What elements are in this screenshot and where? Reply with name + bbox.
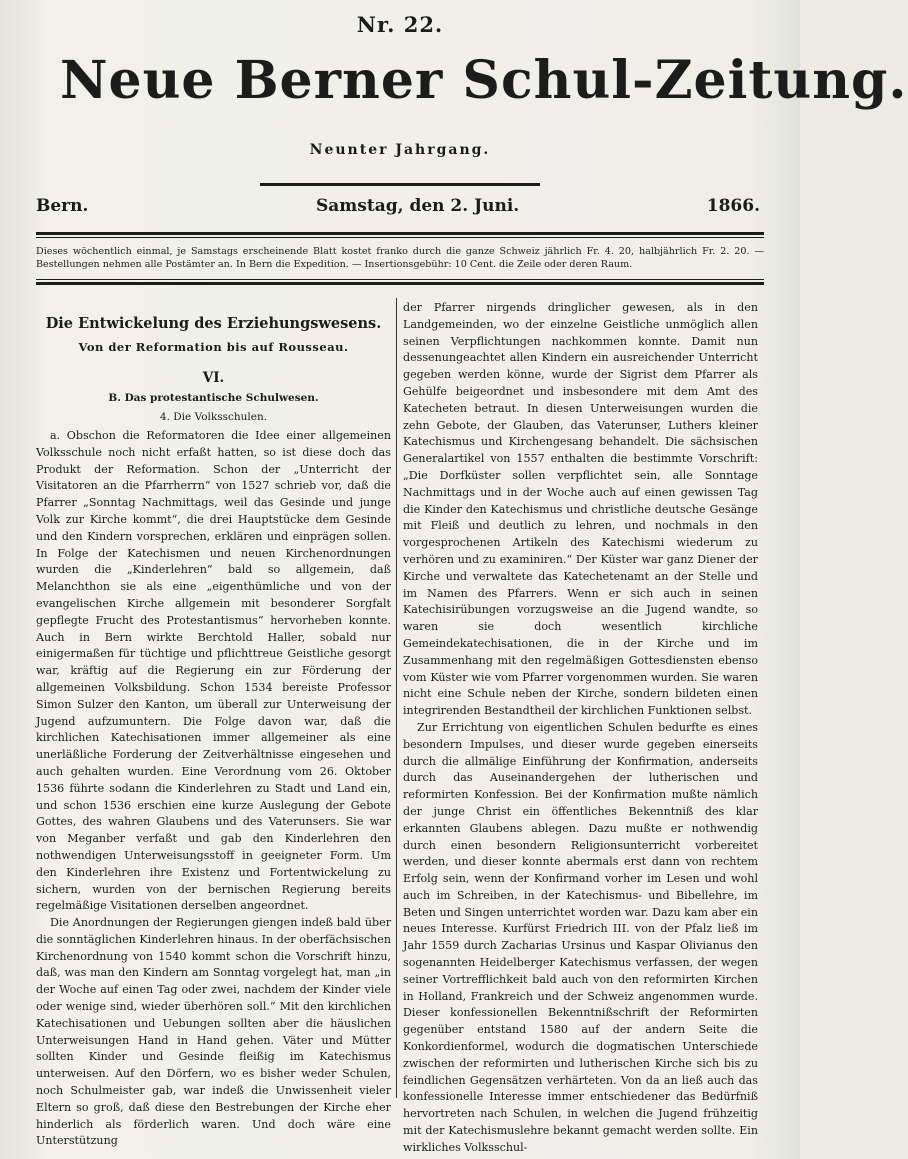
masthead-rule	[260, 183, 540, 186]
article-title: Die Entwickelung des Erziehungswesens.	[45, 315, 382, 332]
article-subtitle: Von der Reformation bis auf Rousseau.	[78, 339, 349, 354]
top-rule	[36, 232, 764, 235]
masthead-title: Neue Berner Schul-Zeitung.	[60, 50, 908, 111]
dateline	[36, 196, 764, 222]
subscription-info: Dieses wöchentlich einmal, je Samstags erscheinende Blatt kostet franko durch die ganze Schweiz jährlich Fr. 4. 20, halbjährlich Fr. 2. 20. — Bestellungen nehmen alle Postämter an. In Bern die Expedition. — Insertionsgebühr: 10 Cent. die Zeile oder deren Raum.	[36, 246, 764, 270]
left-column	[36, 298, 391, 1150]
article-part: VI.	[202, 369, 225, 386]
column-divider	[396, 298, 397, 1098]
right-column	[403, 300, 758, 1157]
dateline-year: 1866.	[706, 196, 760, 216]
top-rule-thin	[36, 237, 764, 238]
paragraph: Zur Errichtung von eigentlichen Schulen bedurfte es eines besondern Impulses, und dieser wurde gegeben einerseits durch die allmälige Einführung der Konfirmation, anderseits durch das Auseinandergehen der lutherischen und reformirten Konfession. Bei der Konfirmation mußte nämlich der junge Christ ein öffentliches Bekenntniß des klar erkannten Glaubens ablegen. Dazu mußte er nothwendig durch einen besondern Religionsunterricht vorbereitet werden, und dieser konnte abermals erst dann von rechtem Erfolg sein, wenn der Konfirmand vorher im Lesen und wohl auch im Schreiben, in der Katechismus- und Bibellehre, im Beten und Singen unterrichtet worden war. Dazu kam aber ein neues Interesse. Kurfürst Friedrich III. von der Pfalz ließ im Jahr 1559 durch Zacharias Ursinus und Kaspar Olivianus den sogenannten Heidelberger Katechismus verfassen, der wegen seiner Vortrefflichkeit bald auch von den reformirten Kirchen in Holland, Frankreich und der Schweiz angenommen wurde. Dieser konfessionellen Bekenntnißschrift der Reformirten gegenüber entstand 1580 auf der andern Seite die Konkordienformel, wodurch die dogmatischen Unterschiede zwischen der reformirten und lutherischen Kirche sich bis zu feindlichen Gegensätzen verhärteten. Von da an ließ auch das konfessionelle Interesse immer entschiedener das Bedürfniß hervortreten nach Schulen, in welchen die Jugend frühzeitig mit der Katechismuslehre bekannt gemacht werden sollte. Ein wirkliches Volksschul-	[403, 720, 758, 1154]
issue-number: Nr. 22.	[356, 12, 444, 37]
paragraph: a. Obschon die Reformatoren die Idee einer allgemeinen Volksschule noch nicht erfaßt hatten, so ist diese doch das Produkt der Reformation. Schon der „Unterricht der Visitatoren an die Pfarrherrn“ von 1527 schrieb vor, daß die Pfarrer „Sonntag Nachmittags, weil das Gesinde und junge Volk zur Kirche kommt“, die drei Hauptstücke dem Gesinde und den Kindern vorsprechen, erklären und einprägen sollen. In Folge der Katechismen und neuen Kirchenordnungen wurden die „Kinderlehren“ bald so allgemein, daß Melanchthon sie als eine „eigenthümliche und von der evangelischen Kirche allgemein mit besonderer Sorgfalt gepflegte Frucht des Protestantismus“ hervorheben konnte. Auch in Bern wirkte Berchtold Haller, sobald nur einigermaßen für tüchtige und pflichttreue Geistliche gesorgt war, kräftig auf die Regierung ein zur Förderung der allgemeinen Volksbildung. Schon 1534 bereiste Professor Simon Sulzer den Kanton, um überall zur Unterweisung der Jugend aufzumuntern. Die Folge davon war, daß die kirchlichen Katechisationen immer allgemeiner als eine unerläßliche Forderung der Zeitverhältnisse eingesehen und auch gehalten wurden. Eine Verordnung vom 26. Oktober 1536 führte sodann die Kinderlehren zu Stadt und Land ein, und schon 1536 erschien eine kurze Auslegung der Gebote Gottes, des wahren Glaubens und des Vaterunsers. Sie war von Meganber verfaßt und gab den Kinderlehren den nothwendigen Unterweisungsstoff in geeigneter Form. Um den Kinderlehren ihre Existenz und Fortentwickelung zu sichern, wurden von der bernischen Regierung bereits regelmäßige Visitationen derselben angeordnet.	[36, 428, 391, 913]
article-subsection: 4. Die Volksschulen.	[159, 411, 268, 424]
article-section: B. Das protestantische Schulwesen.	[108, 392, 319, 405]
dateline-date: Samstag, den 2. Juni.	[316, 196, 520, 216]
volume-line: Neunter Jahrgang.	[309, 142, 491, 158]
mid-rule	[36, 282, 764, 285]
paragraph: Die Anordnungen der Regierungen giengen indeß bald über die sonntäglichen Kinderlehren hinaus. In der oberfächsischen Kirchenordnung von 1540 kommt schon die Vorschrift hinzu, daß, was man den Kindern am Sonntag vorgelegt hat, man „in der Woche auf einen Tag oder zwei, nachdem der Kinder viele oder wenige sind, wieder überhören soll.“ Mit den kirchlichen Katechisationen und Uebungen sollten aber die häuslichen Unterweisungen Hand in Hand gehen. Väter und Mütter sollten Kinder und Gesinde fleißig im Katechismus unterweisen. Auf den Dörfern, wo es bisher weder Schulen, noch Schulmeister gab, war indeß die Unwissenheit vieler Eltern so groß, daß diese den Bestrebungen der Kirche eher hinderlich als förderlich waren. Und doch wäre eine Unterstützung	[36, 916, 391, 1148]
mid-rule-thin	[36, 279, 764, 280]
paragraph: der Pfarrer nirgends dringlicher gewesen, als in den Landgemeinden, wo der einzelne Geistliche unmöglich allen seinen Verpflichtungen nachkommen konnte. Damit nun dessenungeachtet allen Kindern ein ausreichender Unterricht gegeben werden könne, wurde der Sigrist dem Pfarrer als Gehülfe beigeordnet und insbesondere mit dem Amt des Katecheten betraut. In diesen Unterweisungen wurden die zehn Gebote, der Glauben, das Vaterunser, Luthers kleiner Katechismus und Kirchengesang behandelt. Die sächsischen Generalartikel von 1557 enthalten die bestimmte Vorschrift: „Die Dorfküster sollen verpflichtet sein, alle Sonntage Nachmittags und in der Woche auch auf einen gewissen Tag die Kinder den Katechismus und christliche deutsche Gesänge mit Fleiß und deutlich zu lehren, und nochmals in den vorgesprochenen Artikeln des Katechismi wiederum zu verhören und zu examiniren.“ Der Küster war ganz Diener der Kirche und verwaltete das Katechetenamt an der Stelle und im Namen des Pfarrers. Wenn er sich auch in seinen Katechisirübungen vorzugsweise an die Jugend wandte, so waren sie doch wesentlich kirchliche Gemeindekatechisationen, die in der Kirche und im Zusammenhang mit den regelmäßigen Gottesdiensten ebenso vom Küster wie vom Pfarrer vorgenommen wurden. Sie waren nicht eine Schule neben der Kirche, sondern bildeten einen integrirenden Bestandtheil der kirchlichen Funktionen selbst.	[403, 301, 758, 718]
dateline-place: Bern.	[36, 196, 89, 216]
